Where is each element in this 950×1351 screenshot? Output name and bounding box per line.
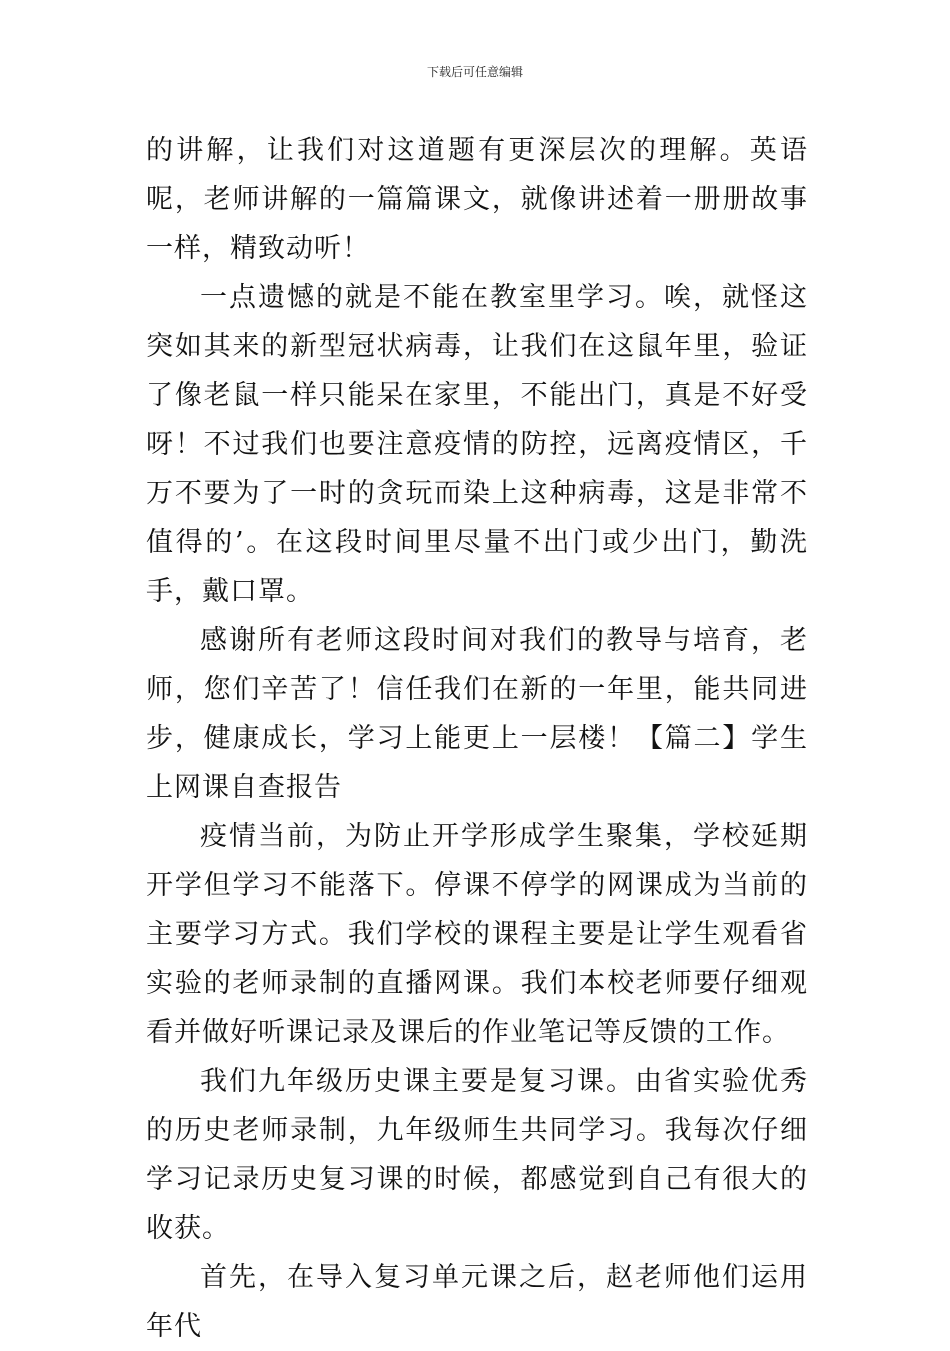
document-body bbox=[146, 126, 808, 1351]
paragraph-1: 的讲解，让我们对这道题有更深层次的理解。英语呢，老师讲解的一篇篇课文，就像讲述着一册册故事一样，精致动听！ bbox=[146, 135, 808, 264]
paragraph-4: 疫情当前，为防止开学形成学生聚集，学校延期开学但学习不能落下。停课不停学的网课成为当前的主要学习方式。我们学校的课程主要是让学生观看省实验的老师录制的直播网课。我们本校老师要仔细观看并做好听课记录及课后的作业笔记等反馈的工作。 bbox=[146, 821, 808, 1048]
paragraph-5: 我们九年级历史课主要是复习课。由省实验优秀的历史老师录制，九年级师生共同学习。我每次仔细学习记录历史复习课的时候，都感觉到自己有很大的收获。 bbox=[146, 1066, 808, 1244]
paragraph-3: 感谢所有老师这段时间对我们的教导与培育，老师，您们辛苦了！信任我们在新的一年里，能共同进步，健康成长，学习上能更上一层楼！【篇二】学生上网课自查报告 bbox=[146, 625, 808, 803]
paragraph-6: 首先，在导入复习单元课之后，赵老师他们运用年代 bbox=[146, 1262, 808, 1342]
page-header-note: 下载后可任意编辑 bbox=[426, 65, 523, 79]
paragraph-2: 一点遗憾的就是不能在教室里学习。唉，就怪这突如其来的新型冠状病毒，让我们在这鼠年里，验证了像老鼠一样只能呆在家里，不能出门，真是不好受呀！不过我们也要注意疫情的防控，远离疫情区，千万不要为了一时的贪玩而染上这种病毒，这是非常不值得的’。在这段时间里尽量不出门或少出门，勤洗手，戴口罩。 bbox=[146, 282, 808, 607]
